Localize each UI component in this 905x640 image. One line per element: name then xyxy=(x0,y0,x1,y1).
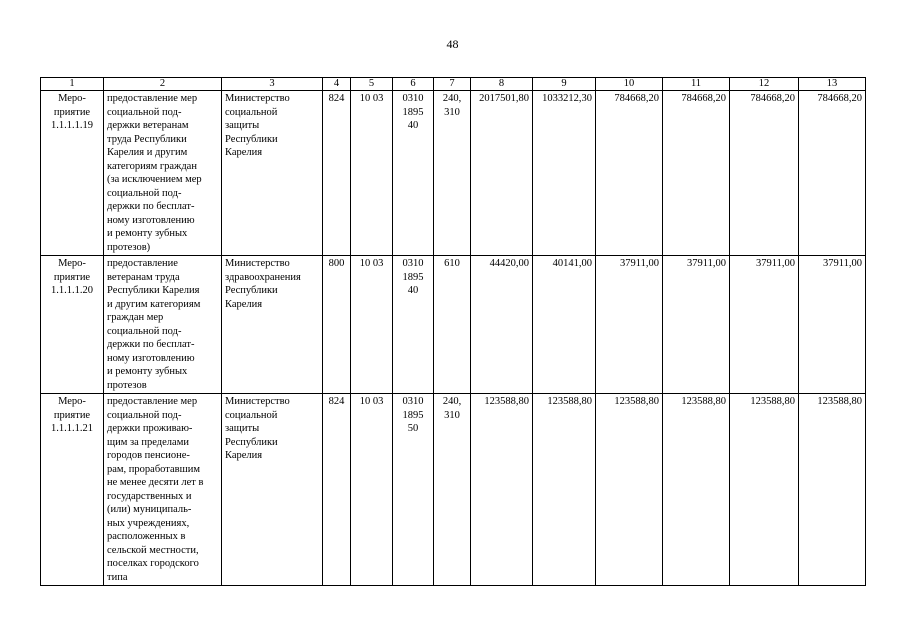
section-code-cell: 10 03 xyxy=(351,91,393,256)
table-row xyxy=(41,394,866,586)
amount-cell: 123588,80 xyxy=(663,394,730,586)
admin-code-cell: 824 xyxy=(323,394,351,586)
amount-cell: 1033212,30 xyxy=(533,91,596,256)
column-header: 13 xyxy=(799,78,866,91)
column-header: 9 xyxy=(533,78,596,91)
activity-cell: Меро- приятие 1.1.1.1.19 xyxy=(41,91,104,256)
amount-cell: 2017501,80 xyxy=(471,91,533,256)
amount-cell: 123588,80 xyxy=(596,394,663,586)
ministry-cell: Министерство социальной защиты Республики Карелия xyxy=(222,91,323,256)
admin-code-cell: 824 xyxy=(323,91,351,256)
budget-table xyxy=(40,77,866,586)
column-header: 3 xyxy=(222,78,323,91)
amount-cell: 37911,00 xyxy=(663,256,730,394)
table-row xyxy=(41,256,866,394)
column-header: 6 xyxy=(393,78,434,91)
description-cell: предоставление ветеранам труда Республики Карелия и другим категориям граждан мер социальной под- держки по бесплат- ному изготовлению и ремонту зубных протезов xyxy=(104,256,222,394)
section-code-cell: 10 03 xyxy=(351,256,393,394)
column-header: 12 xyxy=(730,78,799,91)
amount-cell: 784668,20 xyxy=(663,91,730,256)
amount-cell: 784668,20 xyxy=(596,91,663,256)
amount-cell: 784668,20 xyxy=(799,91,866,256)
amount-cell: 123588,80 xyxy=(471,394,533,586)
table-row xyxy=(41,91,866,256)
amount-cell: 40141,00 xyxy=(533,256,596,394)
column-header: 10 xyxy=(596,78,663,91)
activity-cell: Меро- приятие 1.1.1.1.20 xyxy=(41,256,104,394)
amount-cell: 123588,80 xyxy=(799,394,866,586)
amount-cell: 123588,80 xyxy=(533,394,596,586)
amount-cell: 123588,80 xyxy=(730,394,799,586)
column-header: 11 xyxy=(663,78,730,91)
column-header: 2 xyxy=(104,78,222,91)
expense-type-cell: 240, 310 xyxy=(434,91,471,256)
amount-cell: 37911,00 xyxy=(596,256,663,394)
amount-cell: 37911,00 xyxy=(730,256,799,394)
ministry-cell: Министерство здравоохранения Республики Карелия xyxy=(222,256,323,394)
amount-cell: 784668,20 xyxy=(730,91,799,256)
column-header: 1 xyxy=(41,78,104,91)
description-cell: предоставление мер социальной под- держки ветеранам труда Республики Карелия и другим категориям граждан (за исключением мер социальной под- держки по бесплат- ному изготовлению и ремонту зубных протезов) xyxy=(104,91,222,256)
activity-cell: Меро- приятие 1.1.1.1.21 xyxy=(41,394,104,586)
column-header: 4 xyxy=(323,78,351,91)
expense-type-cell: 240, 310 xyxy=(434,394,471,586)
ministry-cell: Министерство социальной защиты Республики Карелия xyxy=(222,394,323,586)
admin-code-cell: 800 xyxy=(323,256,351,394)
amount-cell: 37911,00 xyxy=(799,256,866,394)
column-header: 8 xyxy=(471,78,533,91)
amount-cell: 44420,00 xyxy=(471,256,533,394)
section-code-cell: 10 03 xyxy=(351,394,393,586)
column-header: 5 xyxy=(351,78,393,91)
target-code-cell: 0310 1895 40 xyxy=(393,256,434,394)
column-header: 7 xyxy=(434,78,471,91)
header-row xyxy=(41,78,866,91)
target-code-cell: 0310 1895 50 xyxy=(393,394,434,586)
description-cell: предоставление мер социальной под- держки проживаю- щим за пределами городов пенсионе- рам, проработавшим не менее десяти лет в государственных и (или) муниципаль- ных учреждениях, расположенных в сельской местности, поселках городского типа xyxy=(104,394,222,586)
expense-type-cell: 610 xyxy=(434,256,471,394)
target-code-cell: 0310 1895 40 xyxy=(393,91,434,256)
page-number: 48 xyxy=(446,37,459,51)
